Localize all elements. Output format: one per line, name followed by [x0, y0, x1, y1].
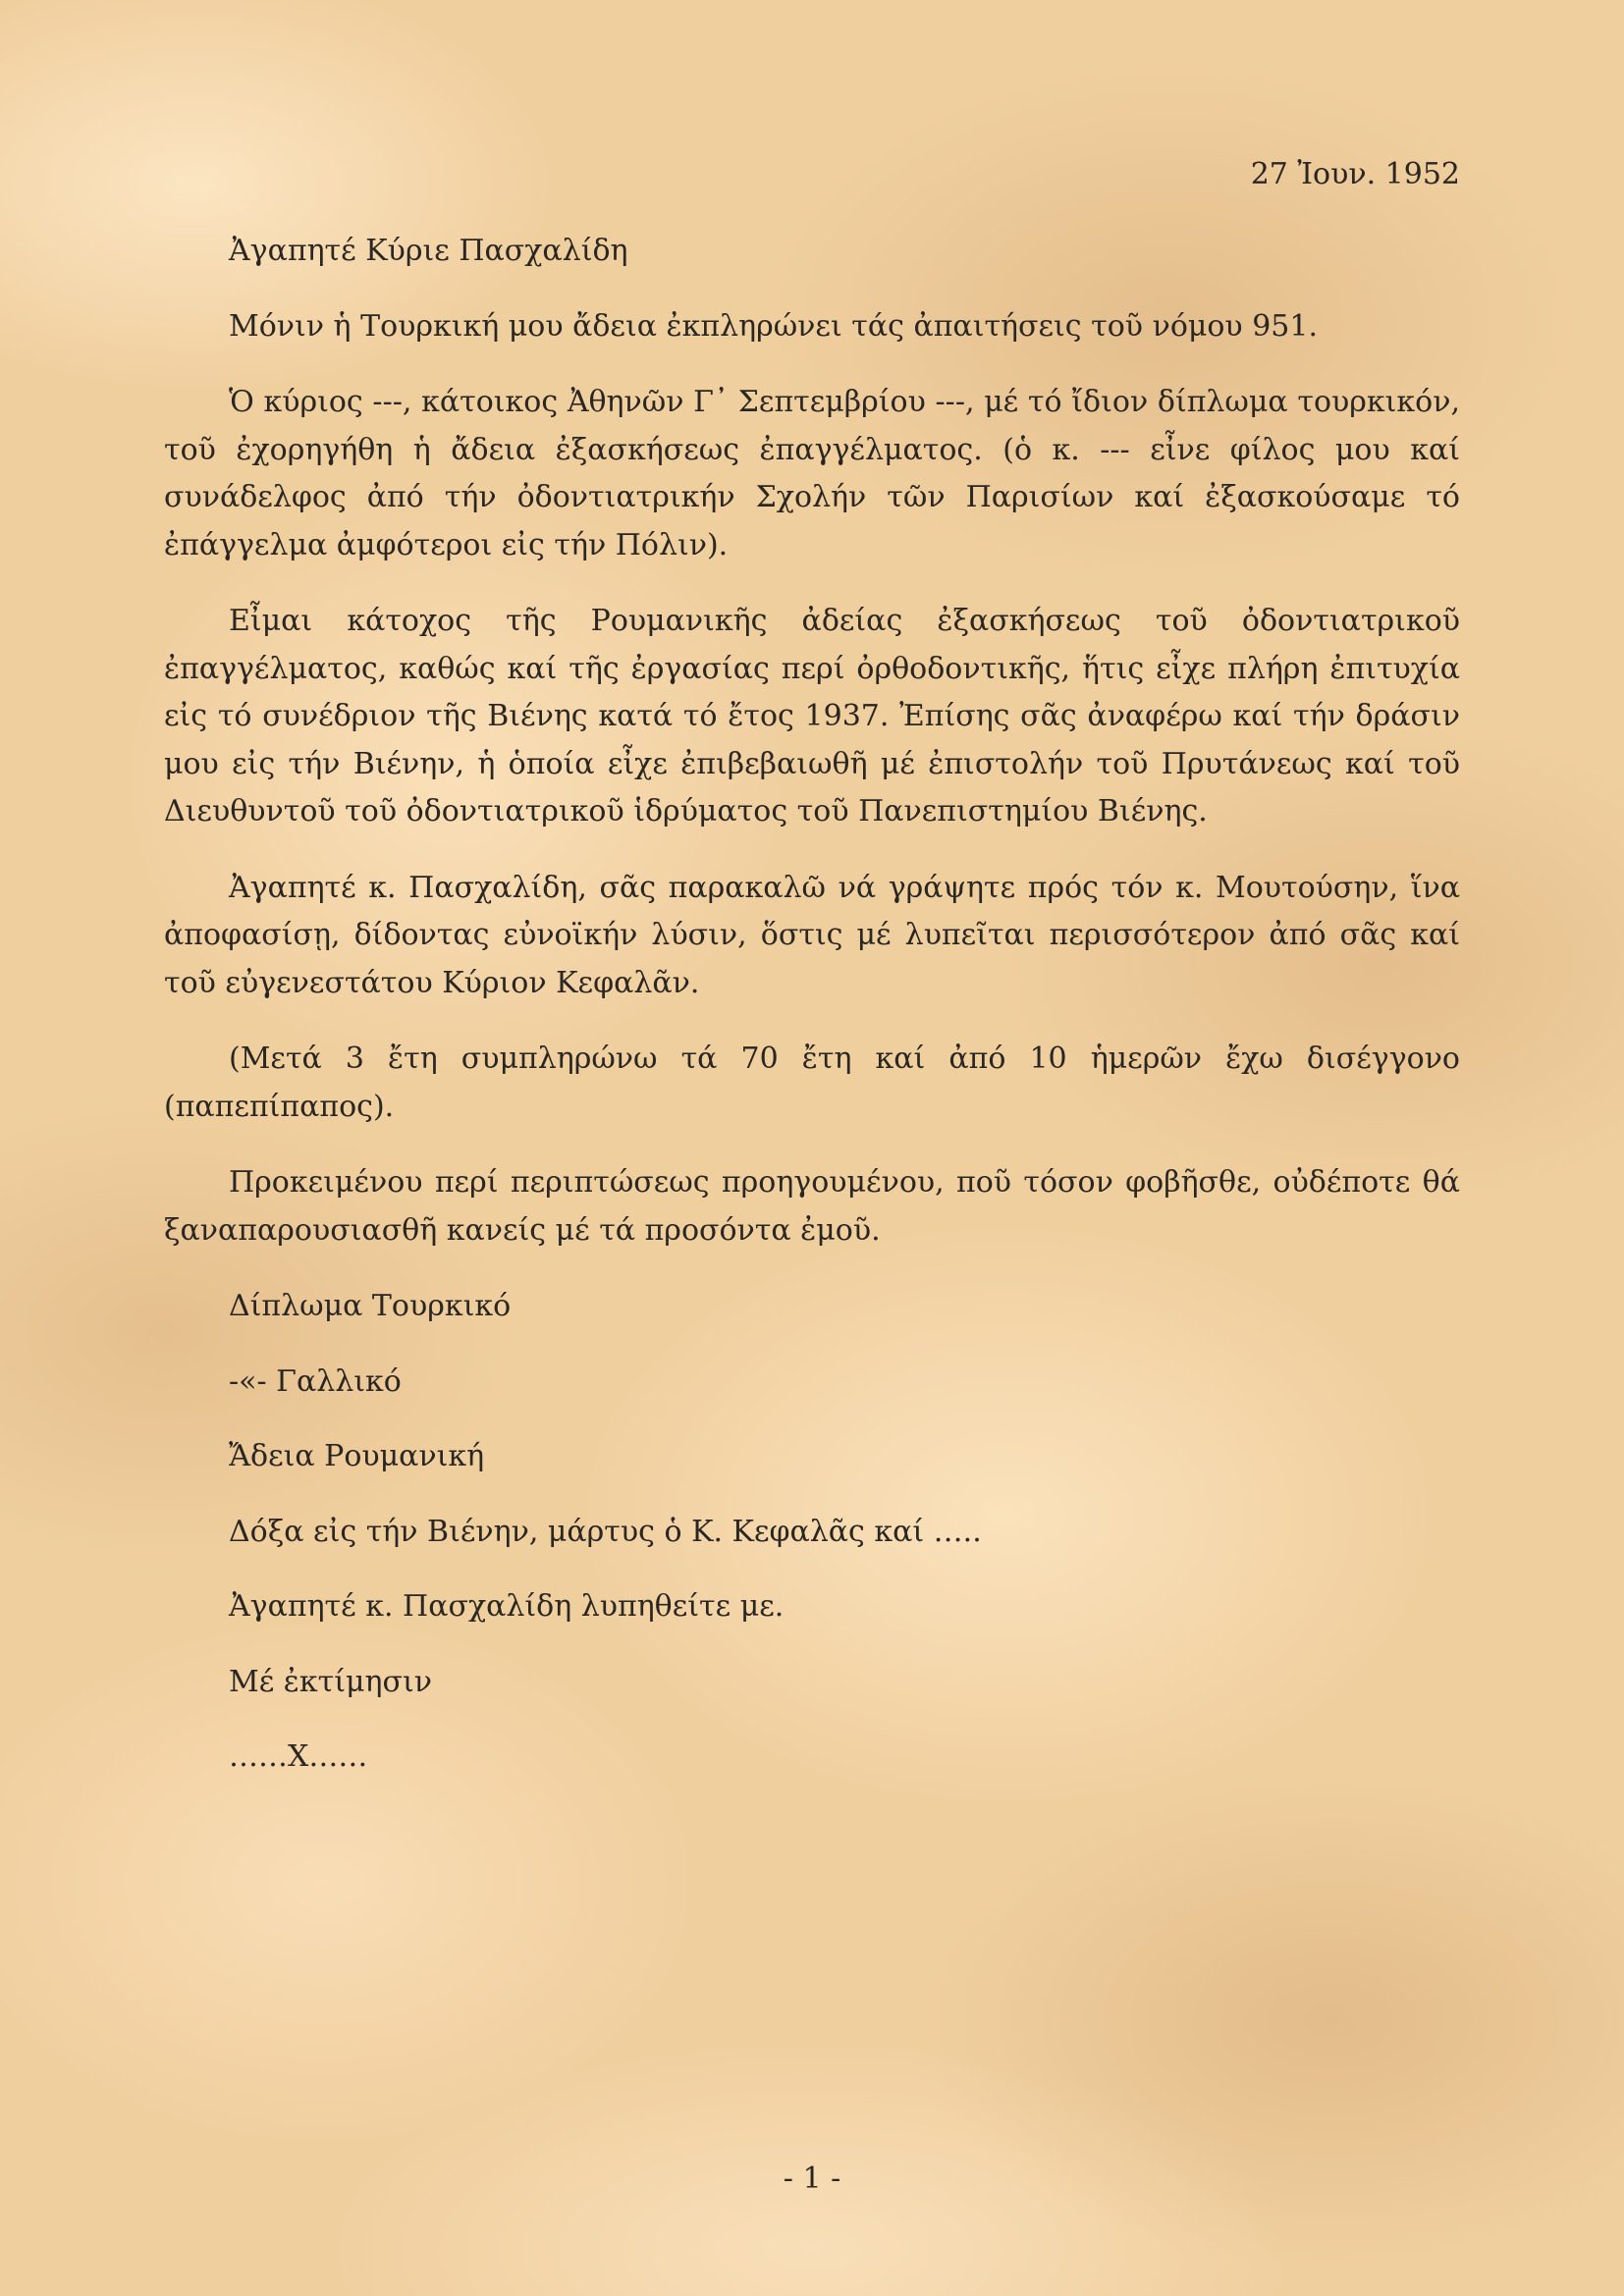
list-line-appeal: Ἀγαπητέ κ. Πασχαλίδη λυπηθείτε με. — [229, 1589, 785, 1624]
list-line-turkish-diploma: Δίπλωμα Τουρκικό — [229, 1289, 512, 1323]
letter-salutation: Ἀγαπητέ Κύριε Πασχαλίδη — [229, 234, 628, 268]
paragraph-2: Ὁ κύριος ---, κάτοικος Ἀθηνῶν Γ᾽ Σεπτεμβρίου ---, μέ τό ἴδιον δίπλωμα τουρκικόν, τοῦ ἐχορηγήθη ἡ ἄδεια ἐξασκήσεως ἐπαγγέλματος. (ὁ κ. --- εἶνε φίλος μου καί συνάδελφος ἀπό τήν ὀδοντιατρικήν Σχολήν τῶν Παρισίων καί ἐξασκούσαμε τό ἐπάγγελμα ἀμφότεροι εἰς τήν Πόλιν). — [164, 385, 1460, 562]
paragraph-6: Προκειμένου περί περιπτώσεως προηγουμένου, ποῦ τόσον φοβῆσθε, οὐδέποτε θά ξαναπαρουσιασθῆ κανείς μέ τά προσόντα ἐμοῦ. — [164, 1165, 1460, 1248]
letter-signature: ……Χ…… — [229, 1739, 368, 1774]
letter-date: 27 Ἰουν. 1952 — [1250, 157, 1460, 191]
letter-closing: Μέ ἐκτίμησιν — [229, 1664, 432, 1699]
letter-body — [164, 228, 1460, 1809]
paragraph-5: (Μετά 3 ἔτη συμπληρώνω τά 70 ἔτη καί ἀπό 10 ἡμερῶν ἔχω δισέγγονο (παπεπίπαπος). — [164, 1041, 1460, 1124]
paragraph-4: Ἀγαπητέ κ. Πασχαλίδη, σᾶς παρακαλῶ νά γράψητε πρός τόν κ. Μουτούσην, ἵνα ἀποφασίσῃ, δίδοντας εὐνοϊκήν λύσιν, ὅστις μέ λυπεῖται περισσότερον ἀπό σᾶς καί τοῦ εὐγενεστάτου Κύριον Κεφαλᾶν. — [164, 870, 1460, 1000]
list-line-french-diploma: -«- Γαλλικό — [229, 1363, 402, 1399]
list-line-romanian-license: Ἄδεια Ρουμανική — [229, 1439, 485, 1473]
paragraph-3: Εἶμαι κάτοχος τῆς Ρουμανικῆς ἀδείας ἐξασκήσεως τοῦ ὀδοντιατρικοῦ ἐπαγγέλματος, καθώς καί τῆς ἐργασίας περί ὀρθοδοντικῆς, ἥτις εἶχε πλήρη ἐπιτυχία εἰς τό συνέδριον τῆς Βιένης κατά τό ἔτος 1937. Ἐπίσης σᾶς ἀναφέρω καί τήν δράσιν μου εἰς τήν Βιένην, ἡ ὁποία εἶχε ἐπιβεβαιωθῆ μέ ἐπιστολήν τοῦ Πρυτάνεως καί τοῦ Διευθυντοῦ τοῦ ὀδοντιατρικοῦ ἱδρύματος τοῦ Πανεπιστημίου Βιένης. — [164, 604, 1460, 828]
list-line-vienna: Δόξα εἰς τήν Βιένην, μάρτυς ὁ Κ. Κεφαλᾶς καί ….. — [229, 1514, 982, 1549]
paragraph-1: Μόνιν ἡ Τουρκική μου ἄδεια ἐκπληρώνει τάς ἀπαιτήσεις τοῦ νόμου 951. — [229, 308, 1319, 344]
page-number: - 1 - — [783, 2162, 841, 2196]
